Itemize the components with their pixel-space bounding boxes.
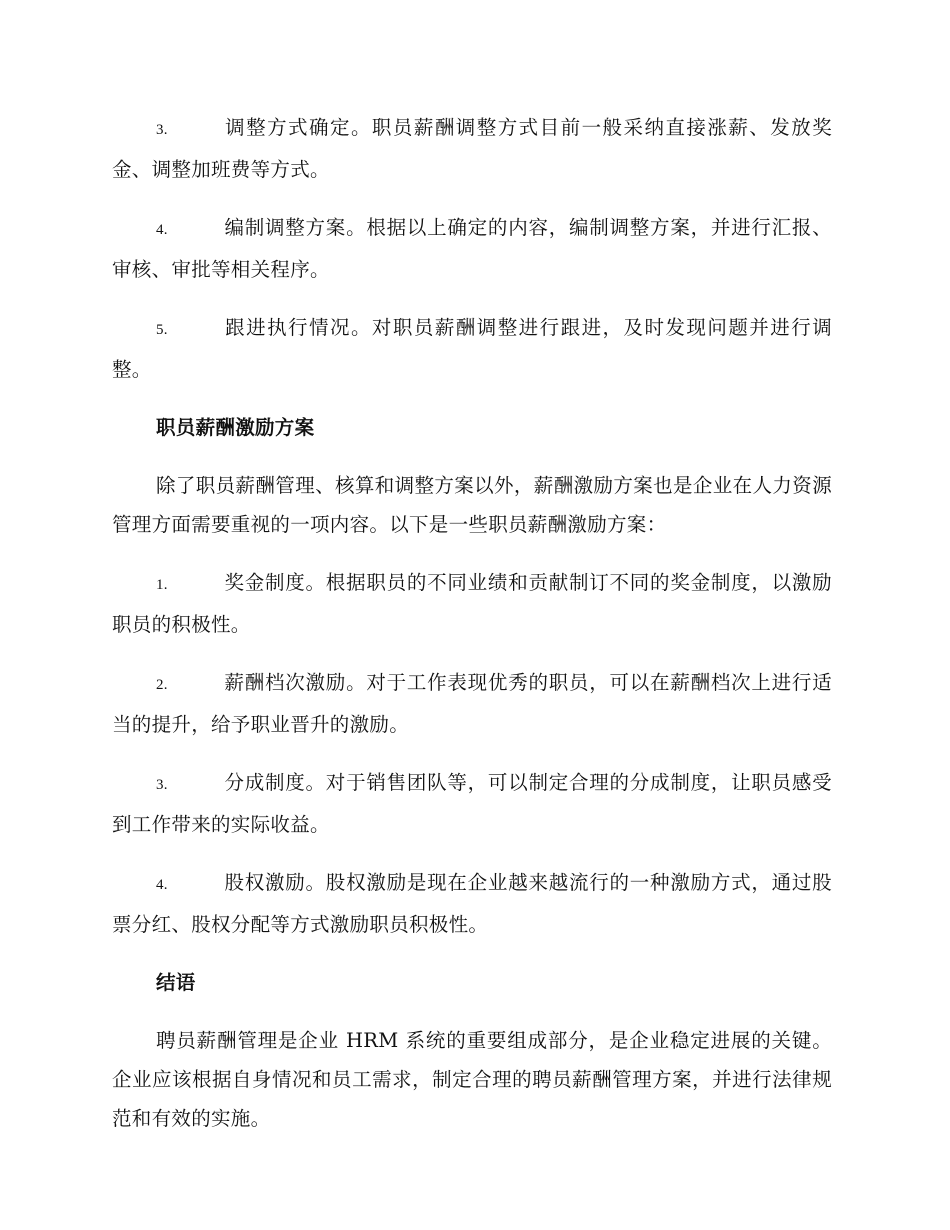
list-text: 编制调整方案。根据以上确定的内容，编制调整方案，并进行汇报、审核、审批等相关程序。 — [112, 216, 832, 281]
document-body — [112, 108, 832, 1157]
incentive-intro-paragraph: 除了职员薪酬管理、核算和调整方案以外，薪酬激励方案也是企业在人力资源管理方面需要重视的一项内容。以下是一些职员薪酬激励方案： — [112, 474, 832, 536]
list-number: 5. — [156, 322, 168, 338]
list-item — [112, 308, 832, 389]
list-item — [112, 863, 832, 944]
list-text: 分成制度。对于销售团队等，可以制定合理的分成制度，让职员感受到工作带来的实际收益。 — [112, 771, 832, 836]
list-number: 3. — [156, 122, 168, 138]
list-item — [112, 763, 832, 844]
list-number: 4. — [156, 222, 168, 238]
list-text: 股权激励。股权激励是现在企业越来越流行的一种激励方式，通过股票分红、股权分配等方式激励职员积极性。 — [112, 871, 832, 936]
list-text: 薪酬档次激励。对于工作表现优秀的职员，可以在薪酬档次上进行适当的提升，给予职业晋升的激励。 — [112, 671, 832, 736]
section-heading-incentive: 职员薪酬激励方案 — [156, 416, 315, 439]
list-item — [112, 208, 832, 289]
list-item — [112, 108, 832, 189]
section-heading-conclusion: 结语 — [156, 971, 196, 994]
conclusion-paragraph: 聘员薪酬管理是企业 HRM 系统的重要组成部分，是企业稳定进展的关键。企业应该根据自身情况和员工需求，制定合理的聘员薪酬管理方案，并进行法律规范和有效的实施。 — [112, 1029, 832, 1130]
list-number: 2. — [156, 677, 168, 693]
list-text: 奖金制度。根据职员的不同业绩和贡献制订不同的奖金制度，以激励职员的积极性。 — [112, 571, 832, 636]
list-number: 3. — [156, 777, 168, 793]
list-item — [112, 563, 832, 644]
list-number: 4. — [156, 877, 168, 893]
list-number: 1. — [156, 577, 168, 593]
list-item — [112, 663, 832, 744]
list-text: 跟进执行情况。对职员薪酬调整进行跟进，及时发现问题并进行调整。 — [112, 316, 832, 381]
list-text: 调整方式确定。职员薪酬调整方式目前一般采纳直接涨薪、发放奖金、调整加班费等方式。 — [112, 116, 832, 181]
